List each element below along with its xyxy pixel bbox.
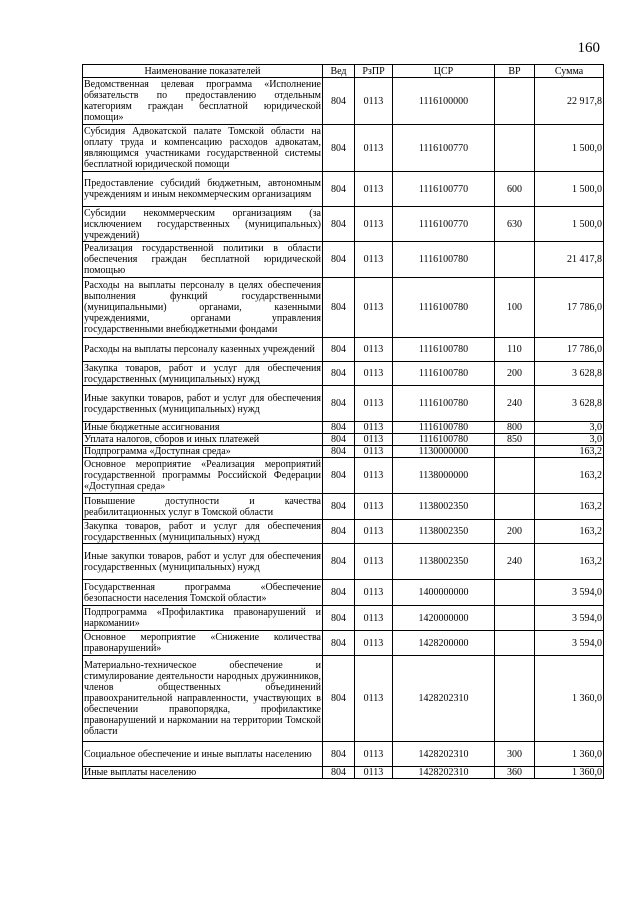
table-row xyxy=(83,242,604,278)
table-row xyxy=(83,422,604,434)
row-csr: 1428202310 xyxy=(393,656,495,742)
table-body xyxy=(83,78,604,779)
row-ved: 804 xyxy=(323,494,355,520)
row-rzpr: 0113 xyxy=(355,446,393,458)
row-vr: 200 xyxy=(495,520,535,544)
row-rzpr: 0113 xyxy=(355,742,393,767)
row-csr: 1420000000 xyxy=(393,606,495,631)
row-vr xyxy=(495,458,535,494)
row-sum: 163,2 xyxy=(535,494,604,520)
row-ved: 804 xyxy=(323,434,355,446)
row-rzpr: 0113 xyxy=(355,278,393,338)
row-vr xyxy=(495,446,535,458)
row-vr: 800 xyxy=(495,422,535,434)
row-vr xyxy=(495,631,535,656)
row-csr: 1116100770 xyxy=(393,207,495,242)
column-header-vr: ВР xyxy=(495,65,535,78)
row-name: Расходы на выплаты персоналу в целях обеспечения выполнения функций государственными (муниципальными) органами, казенными учреждениями, органами управления государственными внебюджетными фондами xyxy=(83,278,323,338)
row-sum: 3 628,8 xyxy=(535,386,604,422)
row-sum: 3 628,8 xyxy=(535,362,604,386)
column-header-csr: ЦСР xyxy=(393,65,495,78)
row-csr: 1138000000 xyxy=(393,458,495,494)
row-name: Субсидии некоммерческим организациям (за исключением государственных (муниципальных) учреждений) xyxy=(84,207,321,241)
row-sum: 22 917,8 xyxy=(535,78,604,125)
row-rzpr: 0113 xyxy=(355,520,393,544)
row-name: Иные выплаты населению xyxy=(83,767,323,779)
row-name: Основное мероприятие «Снижение количества правонарушений» xyxy=(84,632,321,654)
row-sum: 1 360,0 xyxy=(535,767,604,779)
row-vr xyxy=(495,580,535,606)
row-csr: 1116100780 xyxy=(393,386,495,422)
row-ved: 804 xyxy=(323,580,355,606)
row-ved: 804 xyxy=(323,446,355,458)
row-ved: 804 xyxy=(323,458,355,494)
table-row xyxy=(83,742,604,767)
row-ved: 804 xyxy=(323,278,355,338)
row-ved: 804 xyxy=(323,125,355,172)
row-ved: 804 xyxy=(323,606,355,631)
row-csr: 1116100780 xyxy=(393,278,495,338)
row-ved: 804 xyxy=(323,544,355,580)
row-name: Основное мероприятие «Реализация мероприятий государственной программы Российской Федерации «Доступная среда» xyxy=(84,459,321,492)
row-csr: 1428202310 xyxy=(393,767,495,779)
row-name: Материально-техническое обеспечение и стимулирование деятельности народных дружинников, членов общественных объединений правоохранительной направленности, участвующих в обеспечении правопорядка, профилактике правонарушений и наркомании на территории Томской области xyxy=(83,656,323,742)
row-rzpr: 0113 xyxy=(355,78,393,125)
row-vr: 110 xyxy=(495,338,535,362)
row-rzpr: 0113 xyxy=(355,767,393,779)
row-name: Ведомственная целевая программа «Исполнение обязательств по предоставлению отдельным категориям граждан бесплатной юридической помощи» xyxy=(84,79,321,123)
table-row xyxy=(83,767,604,779)
row-rzpr: 0113 xyxy=(355,458,393,494)
row-vr: 630 xyxy=(495,207,535,242)
table-row xyxy=(83,446,604,458)
table-row xyxy=(83,434,604,446)
table-row xyxy=(83,278,604,338)
row-vr: 600 xyxy=(495,172,535,207)
row-ved: 804 xyxy=(323,520,355,544)
row-rzpr: 0113 xyxy=(355,606,393,631)
column-header-rzpr: РзПР xyxy=(355,65,393,78)
table-row xyxy=(83,125,604,172)
table-row xyxy=(83,656,604,742)
row-name: Подпрограмма «Профилактика правонарушений и наркомании» xyxy=(84,607,321,629)
row-csr: 1116100780 xyxy=(393,362,495,386)
row-sum: 3 594,0 xyxy=(535,606,604,631)
row-ved: 804 xyxy=(323,656,355,742)
row-vr xyxy=(495,494,535,520)
row-name: Субсидия Адвокатской палате Томской области на оплату труда и компенсацию расходов адвокатам, являющимся участниками государственной системы бесплатной юридической помощи xyxy=(84,126,321,170)
row-name: Социальное обеспечение и иные выплаты населению xyxy=(83,742,323,767)
row-sum: 3 594,0 xyxy=(535,631,604,656)
row-rzpr: 0113 xyxy=(355,242,393,278)
row-sum: 1 500,0 xyxy=(535,172,604,207)
row-name: Расходы на выплаты персоналу казенных учреждений xyxy=(83,338,323,362)
row-csr: 1400000000 xyxy=(393,580,495,606)
row-name: Иные бюджетные ассигнования xyxy=(83,422,323,434)
row-vr: 360 xyxy=(495,767,535,779)
row-csr: 1116100780 xyxy=(393,242,495,278)
row-sum: 163,2 xyxy=(535,544,604,580)
row-vr xyxy=(495,125,535,172)
row-sum: 163,2 xyxy=(535,458,604,494)
table-row xyxy=(83,580,604,606)
row-sum: 21 417,8 xyxy=(535,242,604,278)
row-sum: 1 500,0 xyxy=(535,125,604,172)
row-name: Закупка товаров, работ и услуг для обеспечения государственных (муниципальных) нужд xyxy=(84,520,321,543)
table-row xyxy=(83,386,604,422)
row-rzpr: 0113 xyxy=(355,172,393,207)
column-header-sum: Сумма xyxy=(535,65,604,78)
row-vr xyxy=(495,656,535,742)
table-row xyxy=(83,631,604,656)
row-rzpr: 0113 xyxy=(355,422,393,434)
table-row xyxy=(83,338,604,362)
row-rzpr: 0113 xyxy=(355,544,393,580)
row-ved: 804 xyxy=(323,207,355,242)
row-csr: 1116100780 xyxy=(393,434,495,446)
row-ved: 804 xyxy=(323,172,355,207)
row-csr: 1116100780 xyxy=(393,422,495,434)
table-header-row xyxy=(83,65,604,78)
column-header-name: Наименование показателей xyxy=(83,65,323,78)
row-name: Повышение доступности и качества реабилитационных услуг в Томской области xyxy=(84,495,321,518)
table-row xyxy=(83,207,604,242)
row-rzpr: 0113 xyxy=(355,580,393,606)
row-name: Государственная программа «Обеспечение безопасности населения Томской области» xyxy=(84,581,321,604)
row-sum: 1 360,0 xyxy=(535,742,604,767)
row-sum: 163,2 xyxy=(535,520,604,544)
row-rzpr: 0113 xyxy=(355,125,393,172)
row-vr: 240 xyxy=(495,386,535,422)
row-name: Уплата налогов, сборов и иных платежей xyxy=(83,434,323,446)
row-sum: 1 360,0 xyxy=(535,656,604,742)
row-vr: 240 xyxy=(495,544,535,580)
row-ved: 804 xyxy=(323,422,355,434)
table-row xyxy=(83,606,604,631)
row-rzpr: 0113 xyxy=(355,656,393,742)
row-ved: 804 xyxy=(323,242,355,278)
table-row xyxy=(83,544,604,580)
row-name: Закупка товаров, работ и услуг для обеспечения государственных (муниципальных) нужд xyxy=(84,362,321,385)
row-rzpr: 0113 xyxy=(355,494,393,520)
row-name: Предоставление субсидий бюджетным, автономным учреждениям и иным некоммерческим организациям xyxy=(83,172,323,207)
table-row xyxy=(83,78,604,125)
row-csr: 1116100770 xyxy=(393,125,495,172)
row-rzpr: 0113 xyxy=(355,207,393,242)
row-csr: 1138002350 xyxy=(393,494,495,520)
row-rzpr: 0113 xyxy=(355,434,393,446)
row-rzpr: 0113 xyxy=(355,631,393,656)
row-ved: 804 xyxy=(323,78,355,125)
row-ved: 804 xyxy=(323,767,355,779)
row-sum: 3,0 xyxy=(535,434,604,446)
row-sum: 163,2 xyxy=(535,446,604,458)
row-csr: 1428200000 xyxy=(393,631,495,656)
row-vr: 100 xyxy=(495,278,535,338)
row-rzpr: 0113 xyxy=(355,386,393,422)
row-name: Иные закупки товаров, работ и услуг для обеспечения государственных (муниципальных) нужд xyxy=(83,386,323,422)
row-name: Реализация государственной политики в области обеспечения граждан бесплатной юридической помощью xyxy=(84,243,321,276)
table-row xyxy=(83,362,604,386)
table-row xyxy=(83,172,604,207)
row-csr: 1130000000 xyxy=(393,446,495,458)
row-sum: 3,0 xyxy=(535,422,604,434)
row-sum: 17 786,0 xyxy=(535,278,604,338)
row-ved: 804 xyxy=(323,386,355,422)
row-csr: 1116100770 xyxy=(393,172,495,207)
row-vr xyxy=(495,242,535,278)
table-row xyxy=(83,520,604,544)
row-name: Иные закупки товаров, работ и услуг для обеспечения государственных (муниципальных) нужд xyxy=(83,544,323,580)
row-csr: 1428202310 xyxy=(393,742,495,767)
row-vr xyxy=(495,78,535,125)
row-vr: 200 xyxy=(495,362,535,386)
row-sum: 3 594,0 xyxy=(535,580,604,606)
table-row xyxy=(83,494,604,520)
row-rzpr: 0113 xyxy=(355,362,393,386)
row-csr: 1116100780 xyxy=(393,338,495,362)
row-ved: 804 xyxy=(323,338,355,362)
page-number: 160 xyxy=(577,40,600,56)
row-ved: 804 xyxy=(323,362,355,386)
row-name: Подпрограмма «Доступная среда» xyxy=(83,446,323,458)
row-ved: 804 xyxy=(323,631,355,656)
row-vr: 850 xyxy=(495,434,535,446)
row-vr: 300 xyxy=(495,742,535,767)
row-csr: 1116100000 xyxy=(393,78,495,125)
budget-table xyxy=(82,64,604,779)
row-ved: 804 xyxy=(323,742,355,767)
row-sum: 17 786,0 xyxy=(535,338,604,362)
row-csr: 1138002350 xyxy=(393,520,495,544)
row-vr xyxy=(495,606,535,631)
table-row xyxy=(83,458,604,494)
column-header-ved: Вед xyxy=(323,65,355,78)
row-csr: 1138002350 xyxy=(393,544,495,580)
row-rzpr: 0113 xyxy=(355,338,393,362)
row-sum: 1 500,0 xyxy=(535,207,604,242)
